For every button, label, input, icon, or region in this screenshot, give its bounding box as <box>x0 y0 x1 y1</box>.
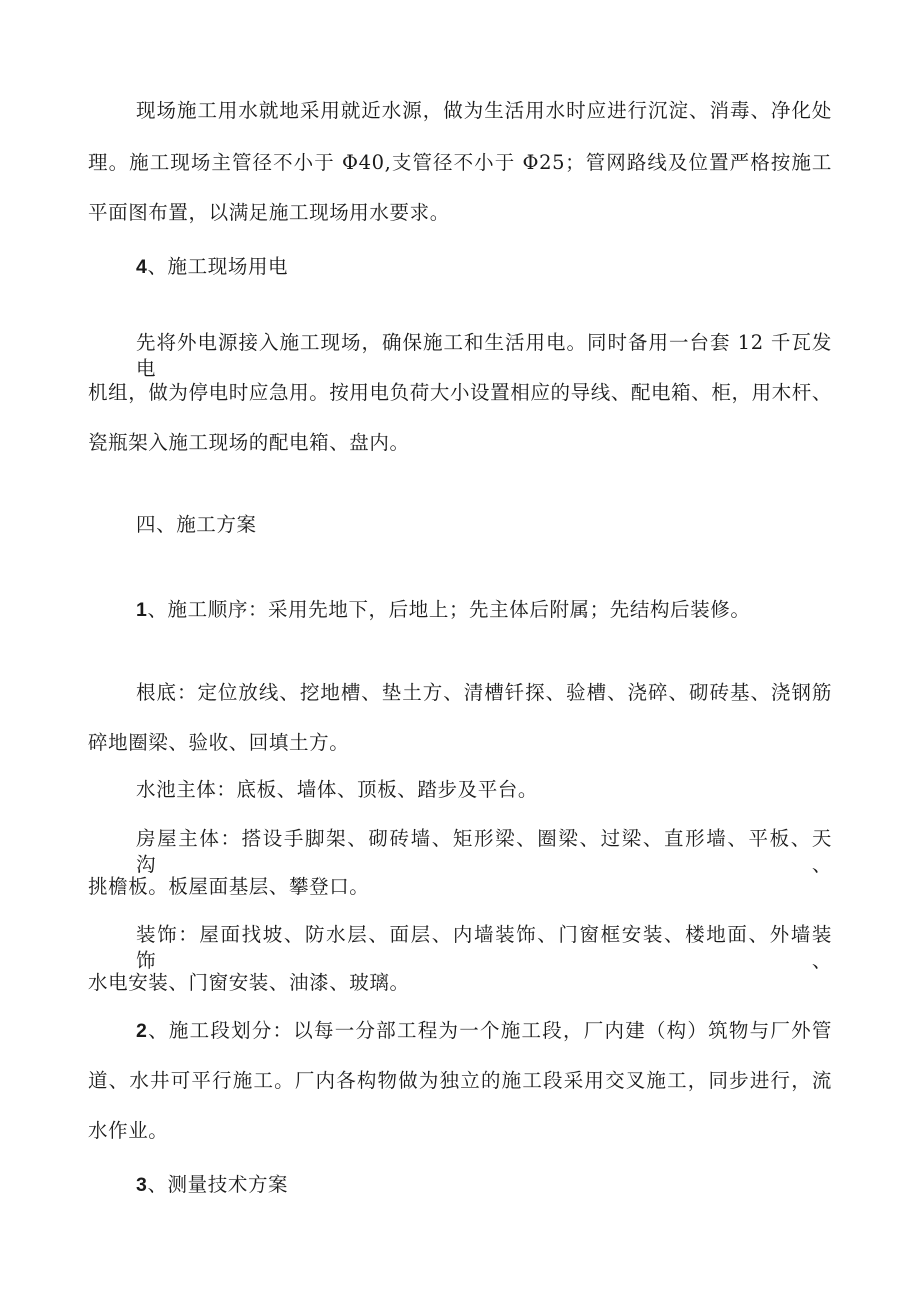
sequence-line <box>136 597 750 623</box>
section-four-heading: 四、施工方案 <box>136 513 257 536</box>
survey-heading-text: 、测量技术方案 <box>147 1173 289 1196</box>
decoration-line-1: 装饰：屋面找坡、防水层、面层、内墙装饰、门窗框安装、楼地面、外墙装饰、 <box>136 923 832 972</box>
segment-division-line-3: 水作业。 <box>88 1119 169 1142</box>
segment-division-number: 2 <box>136 1020 148 1042</box>
survey-heading <box>136 1172 288 1198</box>
house-body-line-1: 房屋主体：搭设手脚架、砌砖墙、矩形梁、圈梁、过梁、直形墙、平板、天沟、 <box>136 827 832 876</box>
house-body-line-2: 挑檐板。板屋面基层、攀登口。 <box>88 875 370 898</box>
foundation-line-2: 碎地圈梁、验收、回填土方。 <box>88 731 350 754</box>
water-supply-line-3: 平面图布置，以满足施工现场用水要求。 <box>88 201 450 224</box>
sequence-text: 、施工顺序：采用先地下，后地上；先主体后附属；先结构后装修。 <box>147 598 751 621</box>
water-supply-line-2: 理。施工现场主管径不小于 Φ40,支管径不小于 Φ25；管网路线及位置严格按施工 <box>88 151 832 174</box>
segment-division-text-1: 、施工段划分：以每一分部工程为一个施工段，厂内建（构）筑物与厂外管 <box>147 1019 832 1042</box>
electricity-line-3: 瓷瓶架入施工现场的配电箱、盘内。 <box>88 431 410 454</box>
survey-heading-number: 3 <box>136 1174 148 1196</box>
sequence-number: 1 <box>136 599 148 621</box>
foundation-line-1: 根底：定位放线、挖地槽、垫土方、清槽钎探、验槽、浇碎、砌砖基、浇钢筋 <box>136 681 832 704</box>
segment-division-line-1 <box>136 1018 832 1044</box>
electricity-heading-number: 4 <box>136 256 148 278</box>
pool-body-line: 水池主体：底板、墙体、顶板、踏步及平台。 <box>136 778 539 801</box>
electricity-line-1: 先将外电源接入施工现场，确保施工和生活用电。同时备用一台套 12 千瓦发电 <box>136 331 832 380</box>
decoration-line-2: 水电安装、门窗安装、油漆、玻璃。 <box>88 971 410 994</box>
electricity-heading <box>136 254 288 280</box>
water-supply-line-1: 现场施工用水就地采用就近水源，做为生活用水时应进行沉淀、消毒、净化处 <box>136 99 832 122</box>
electricity-heading-text: 、施工现场用电 <box>147 255 289 278</box>
segment-division-line-2: 道、水井可平行施工。厂内各构物做为独立的施工段采用交叉施工，同步进行，流 <box>88 1069 832 1092</box>
electricity-line-2: 机组，做为停电时应急用。按用电负荷大小设置相应的导线、配电箱、柜，用木杆、 <box>88 381 832 404</box>
